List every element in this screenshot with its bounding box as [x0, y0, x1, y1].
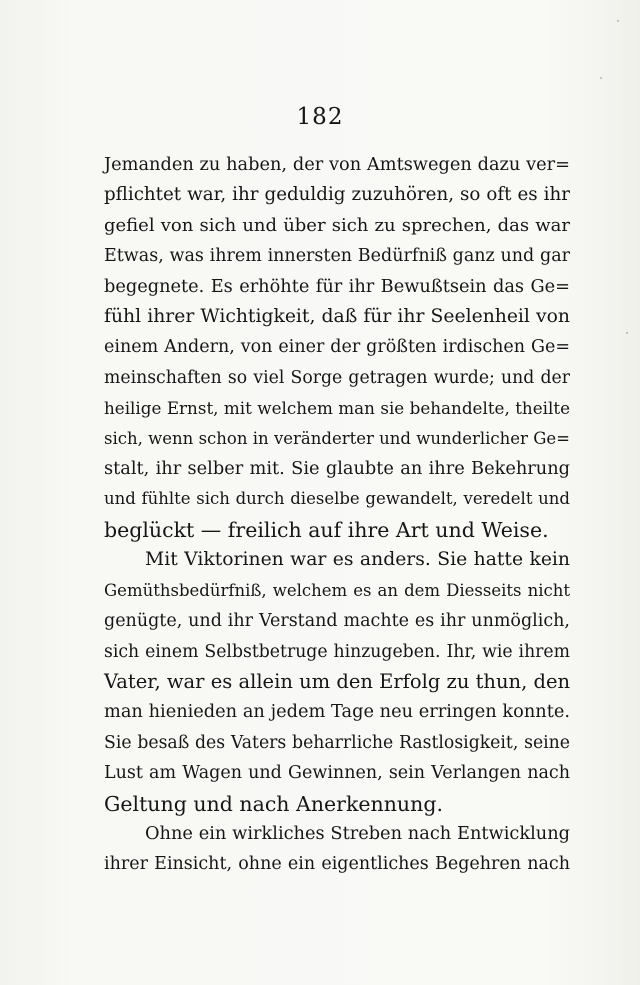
text-line: beglückt — freilich auf ihre Art und Weise. — [104, 517, 549, 542]
text-line: genügte, und ihr Verstand machte es ihr unmöglich, — [104, 611, 570, 632]
body-text — [104, 150, 570, 880]
paragraph-2 — [104, 545, 570, 819]
text-line: Ohne ein wirkliches Streben nach Entwicklung — [145, 823, 570, 844]
text-line: fühl ihrer Wichtigkeit, daß für ihr Seelenheil von — [104, 306, 570, 328]
text-line: sich, wenn schon in veränderter und wunderlicher Ge= — [104, 428, 570, 448]
page-speck — [600, 77, 602, 79]
text-line: und fühlte sich durch dieselbe gewandelt, veredelt und — [104, 489, 570, 509]
text-line: stalt, ihr selber mit. Sie glaubte an ihre Bekehrung — [104, 459, 570, 480]
text-line: ihrer Einsicht, ohne ein eigentliches Begehren nach — [104, 854, 570, 875]
text-line: Vater, war es allein um den Erfolg zu thun, den — [104, 669, 571, 693]
text-line: meinschaften so viel Sorge getragen wurde; und der — [104, 367, 570, 388]
paragraph-3 — [104, 819, 570, 880]
page-speck — [617, 20, 619, 22]
text-line: Mit Viktorinen war es anders. Sie hatte kein — [145, 549, 570, 571]
text-line: sich einem Selbstbetruge hinzugeben. Ihr, wie ihrem — [104, 641, 570, 662]
text-line: Lust am Wagen und Gewinnen, sein Verlangen nach — [104, 763, 570, 784]
text-line: Jemanden zu haben, der von Amtswegen dazu ver= — [104, 155, 570, 175]
text-line: Gemüthsbedürfniß, welchem es an dem Diesseits nicht — [104, 580, 570, 600]
text-line: Etwas, was ihrem innersten Bedürfniß ganz und gar — [104, 246, 570, 267]
text-line: man hienieden an jedem Tage neu erringen konnte. — [104, 702, 570, 723]
text-line: einem Andern, von einer der größten irdischen Ge= — [104, 337, 570, 358]
text-line: pflichtet war, ihr geduldig zuzuhören, so oft es ihr — [104, 184, 570, 206]
text-line: heilige Ernst, mit welchem man sie behandelte, theilte — [104, 398, 570, 419]
text-line: Geltung und nach Anerkennung. — [104, 791, 443, 816]
paragraph-1 — [104, 150, 570, 545]
page-speck — [626, 332, 628, 334]
text-line: Sie besaß des Vaters beharrliche Rastlosigkeit, seine — [104, 732, 570, 753]
text-line: begegnete. Es erhöhte für ihr Bewußtsein das Ge= — [104, 276, 570, 297]
text-line: gefiel von sich und über sich zu sprechen, das war — [104, 214, 570, 236]
page-number: 182 — [296, 104, 344, 130]
